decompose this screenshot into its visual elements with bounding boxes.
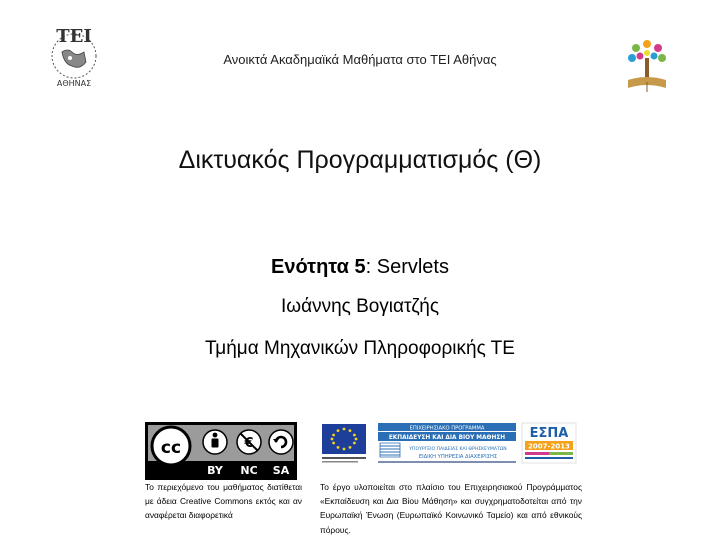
author-name: Ιωάννης Βογιατζής [280, 296, 440, 317]
espa-logo [522, 423, 576, 463]
tei-athens-logo [44, 18, 104, 94]
special-service-text: ΕΙΔΙΚΗ ΥΠΗΡΕΣΙΑ ΔΙΑΧΕΙΡΙΣΗΣ [418, 454, 498, 460]
slide-title: Δικτυακός Προγραμματισμός (Θ) [178, 146, 542, 174]
education-program-banner [378, 423, 516, 463]
funding-notice: Το έργο υλοποιείται στο πλαίσιο του Επιχειρησιακού Προγράμματος «Εκπαίδευση και Δια Βίου Μάθηση» και συγχρηματοδοτείται από την Ευρωπαϊκή Ένωση (Ευρωπαϊκό Κοινωνικό Ταμείο) και από εθνικούς πόρους. [320, 482, 582, 535]
unit-label: Ενότητα 5 [271, 256, 366, 278]
open-courses-tree-logo [624, 38, 670, 94]
cc-by-label: BY [207, 464, 223, 477]
funding-logos [320, 420, 580, 474]
svg-text:cc: cc [160, 438, 182, 458]
banner-line-2: ΕΚΠΑΙΔΕΥΣΗ ΚΑΙ ΔΙΑ ΒΙΟΥ ΜΑΘΗΣΗ [388, 435, 506, 441]
svg-text:€: € [244, 436, 254, 451]
cc-nc-label: NC [240, 464, 258, 477]
program-header: Ανοικτά Ακαδημαϊκά Μαθήματα στο ΤΕΙ Αθήνας [223, 52, 497, 67]
banner-line-1: ΕΠΙΧΕΙΡΗΣΙΑΚΟ ΠΡΟΓΡΑΜΜΑ [409, 425, 485, 432]
unit-heading [100, 256, 620, 279]
eu-flag-icon [322, 424, 366, 463]
creative-commons-badge [145, 422, 297, 480]
espa-label: ΕΣΠΑ [529, 426, 569, 441]
department-name: Τμήμα Μηχανικών Πληροφορικής ΤΕ [205, 338, 515, 359]
unit-name: : Servlets [365, 256, 449, 278]
license-notice: Το περιεχόμενο του μαθήματος διατίθεται με άδεια Creative Commons εκτός και αν αναφέρεται διαφορετικά [145, 482, 302, 521]
sharealike-icon [269, 430, 293, 454]
espa-years: 2007-2013 [528, 442, 570, 451]
ministry-text: ΥΠΟΥΡΓΕΙΟ ΠΑΙΔΕΙΑΣ ΚΑΙ ΘΡΗΣΚΕΥΜΑΤΩΝ [409, 447, 507, 452]
tei-logo-text: ΤΕΙ [56, 26, 92, 47]
cc-sa-label: SA [272, 464, 290, 477]
tei-logo-subtext: ΑΘΗΝΑΣ [56, 79, 92, 88]
